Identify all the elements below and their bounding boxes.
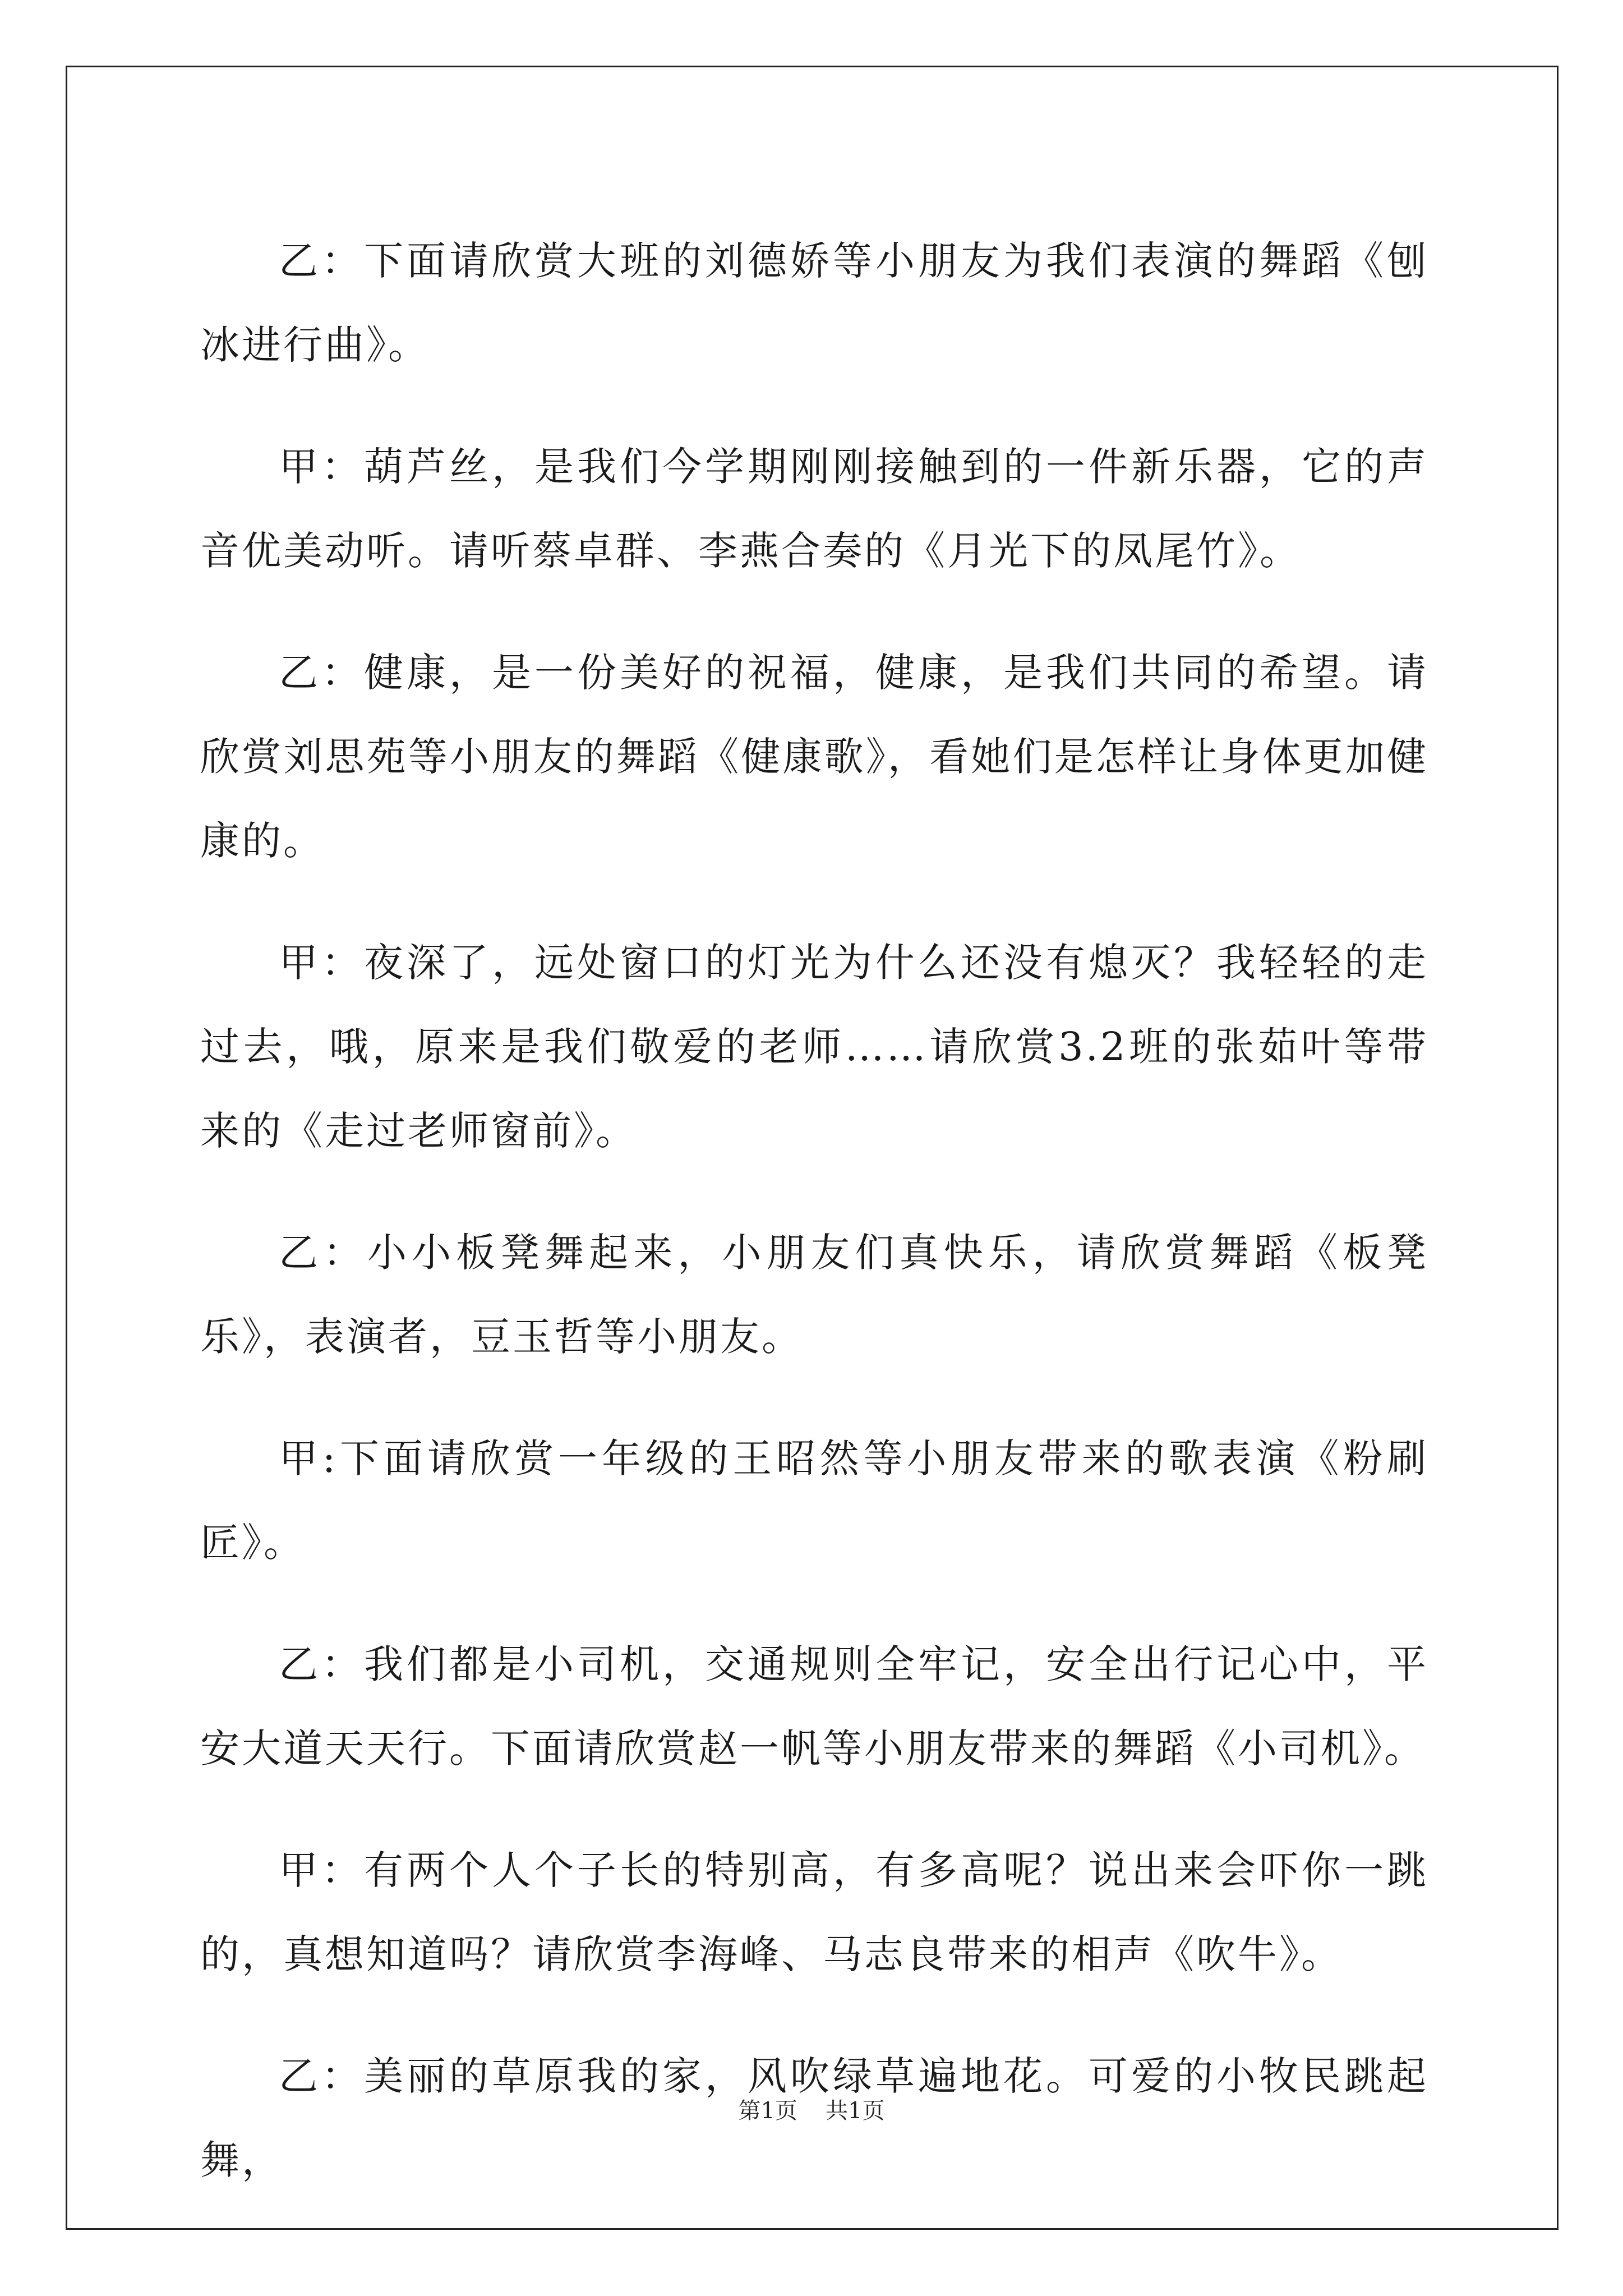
- page-footer: [0, 2097, 1623, 2125]
- paragraph: 乙：我们都是小司机，交通规则全牢记，安全出行记心中，平安大道天天行。下面请欣赏赵一帆等小朋友带来的舞蹈《小司机》。: [200, 1641, 1428, 1772]
- paragraph: 甲：有两个人个子长的特别高，有多高呢？说出来会吓你一跳的，真想知道吗？请欣赏李海峰、马志良带来的相声《吹牛》。: [200, 1847, 1428, 1977]
- document-body: [200, 219, 1428, 2202]
- paragraph: 甲：葫芦丝，是我们今学期刚刚接触到的一件新乐器，它的声音优美动听。请听蔡卓群、李燕合奏的《月光下的凤尾竹》。: [200, 444, 1428, 574]
- page-number: 第1页: [738, 2098, 797, 2124]
- page-total: 共1页: [826, 2098, 885, 2124]
- paragraph: 乙：小小板凳舞起来，小朋友们真快乐，请欣赏舞蹈《板凳乐》，表演者，豆玉哲等小朋友。: [200, 1230, 1428, 1360]
- paragraph: 甲：夜深了，远处窗口的灯光为什么还没有熄灭？我轻轻的走过去，哦，原来是我们敬爱的老师……请欣赏3.2班的张茹叶等带来的《走过老师窗前》。: [200, 940, 1428, 1154]
- paragraph: 乙：美丽的草原我的家，风吹绿草遍地花。可爱的小牧民跳起舞，: [200, 2053, 1428, 2183]
- paragraph: 乙：下面请欣赏大班的刘德娇等小朋友为我们表演的舞蹈《刨冰进行曲》。: [200, 238, 1428, 368]
- paragraph: 乙：健康，是一份美好的祝福，健康，是我们共同的希望。请欣赏刘思苑等小朋友的舞蹈《健康歌》，看她们是怎样让身体更加健康的。: [200, 650, 1428, 864]
- paragraph: 甲:下面请欣赏一年级的王昭然等小朋友带来的歌表演《粉刷匠》。: [200, 1435, 1428, 1566]
